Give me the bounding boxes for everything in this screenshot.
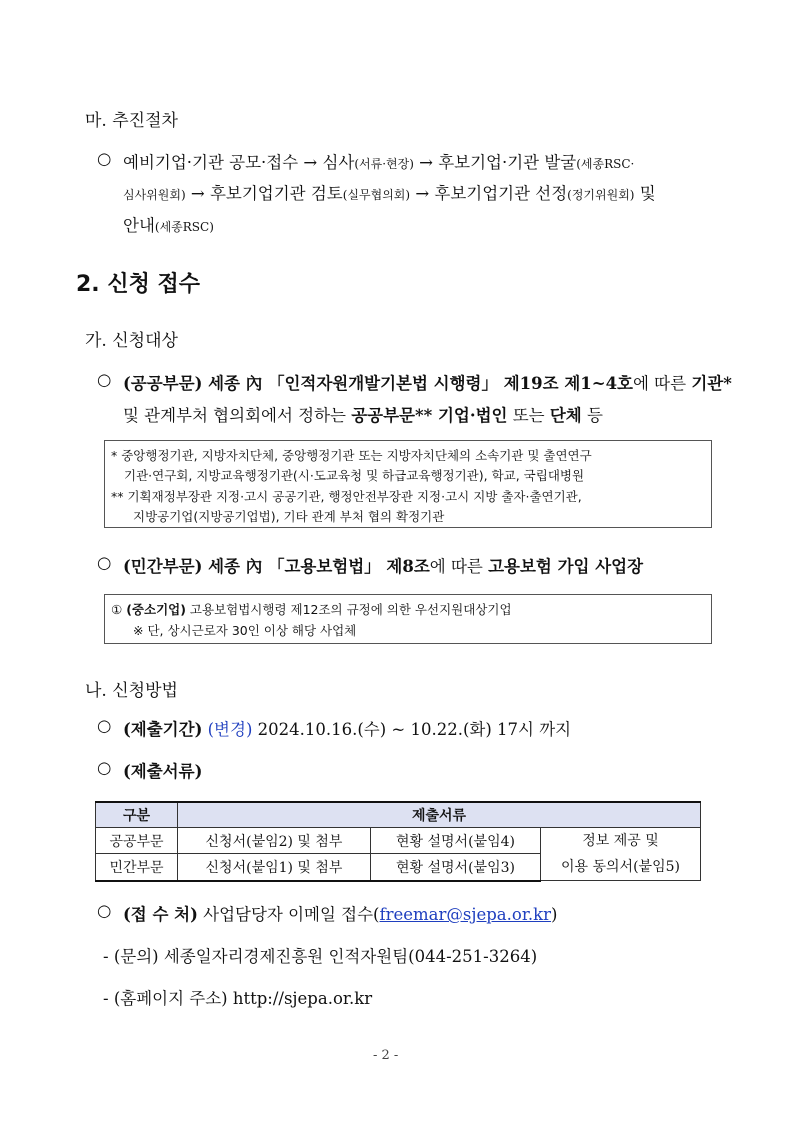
private-sector-line: (민간부문) 세종 內 「고용보험법」 제8조에 따른 고용보험 가입 사업장: [123, 557, 644, 576]
header-category: 구분: [96, 802, 178, 828]
table-cell: 현황 설명서(붙임3): [371, 854, 541, 881]
private-sector-note: ① (중소기업) 고용보험법시행령 제12조의 규정에 의한 우선지원대상기업 ※ 단, 상시근로자 30인 이상 해당 사업체: [104, 594, 712, 644]
procedure-line-2: 심사위원회) → 후보기업기관 검토(실무협의회) → 후보기업기관 선정(정기위원회) 및: [123, 184, 656, 203]
bullet: ○: [97, 758, 112, 777]
bullet: ○: [97, 553, 112, 572]
documents-table: [95, 801, 701, 882]
inquiry-line: - (문의) 세종일자리경제진흥원 인적자원팀(044-251-3264): [103, 947, 538, 966]
heading-na: 나. 신청방법: [85, 681, 178, 701]
bullet: ○: [97, 901, 112, 920]
documents-label: (제출서류): [123, 762, 203, 781]
procedure-line-1: 예비기업·기관 공모·접수 → 심사(서류·현장) → 후보기업·기관 발굴(세종RSC·: [123, 153, 635, 172]
heading-ga: 가. 신청대상: [85, 331, 178, 351]
homepage-line: - (홈페이지 주소) http://sjepa.or.kr: [103, 989, 373, 1008]
public-sector-line-2: 및 관계부처 협의회에서 정하는 공공부문** 기업·법인 또는 단체 등: [123, 406, 603, 425]
email-link[interactable]: freemar@sjepa.or.kr: [379, 905, 552, 924]
merged-consent-cell: 정보 제공 및 이용 동의서(붙임5): [541, 828, 701, 881]
table-header-row: [96, 802, 701, 828]
table-cell: 신청서(붙임1) 및 첨부: [178, 854, 371, 881]
public-sector-note: * 중앙행정기관, 지방자치단체, 중앙행정기관 또는 지방자치단체의 소속기관 및 출연연구 기관·연구회, 지방교육행정기관(시·도교육청 및 하급교육행정기관), 학교, 국립대병원 ** 기획재정부장관 지정·고시 공공기관, 행정안전부장관 지정·고시 지방 출자·출연기관, 지방공기업(지방공기업법), 기타 관계 부처 협의 확정기관: [104, 440, 712, 528]
table-cell: 공공부문: [96, 828, 178, 854]
header-documents: 제출서류: [178, 802, 701, 828]
submission-period: (제출기간) (변경) 2024.10.16.(수) ~ 10.22.(화) 17시 까지: [123, 720, 572, 739]
table-cell: 신청서(붙임2) 및 첨부: [178, 828, 371, 854]
public-sector-line-1: (공공부문) 세종 內 「인적자원개발기본법 시행령」 제19조 제1~4호에 따른 기관*: [123, 374, 732, 393]
table-row: [96, 828, 701, 854]
table-cell: 현황 설명서(붙임4): [371, 828, 541, 854]
procedure-line-3: 안내(세종RSC): [123, 216, 214, 235]
table-cell: 민간부문: [96, 854, 178, 881]
bullet: ○: [97, 370, 112, 389]
page-number: - 2 -: [373, 1048, 399, 1063]
reception-line: (접 수 처) 사업담당자 이메일 접수(freemar@sjepa.or.kr): [123, 905, 558, 924]
section-title: 2. 신청 접수: [76, 272, 200, 297]
bullet: ○: [97, 716, 112, 735]
heading-ma: 마. 추진절차: [85, 111, 178, 131]
bullet: ○: [97, 149, 112, 168]
